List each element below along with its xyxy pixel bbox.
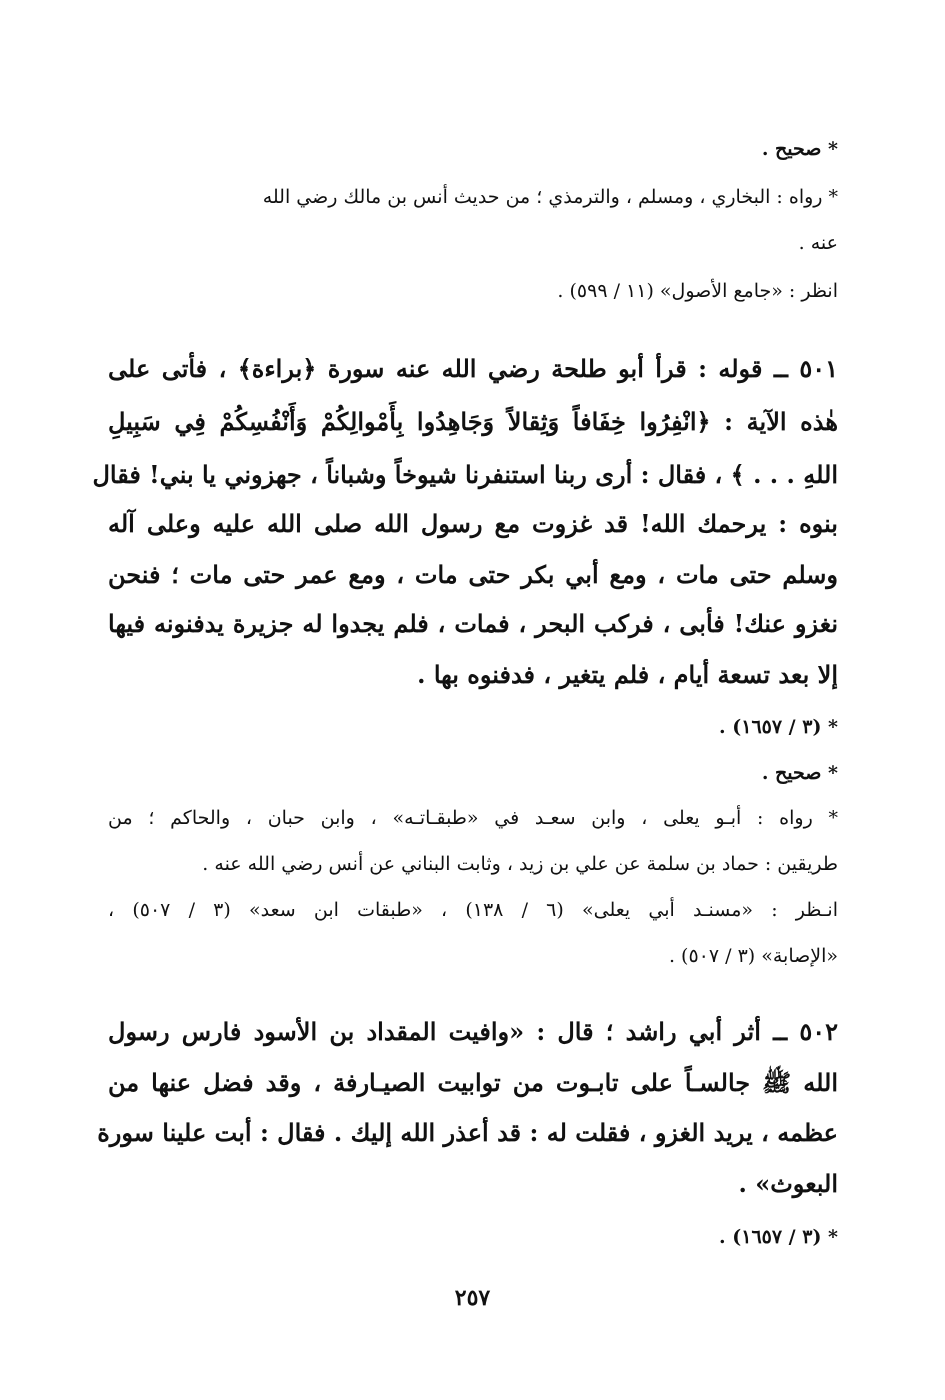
- entry-501-grade: * صحيح .: [761, 762, 838, 784]
- entry-502-line-4: البعوث» .: [738, 1169, 838, 1198]
- entry-501-line-6: نغزو عنك! فأبى ، فركب البحر ، فمات ، فلم يجدوا له جزيرة يدفنونه فيها: [108, 609, 838, 638]
- grade-line-top: * صحيح .: [761, 138, 838, 160]
- page-number: ٢٥٧: [454, 1285, 491, 1311]
- entry-502-line-2: الله ﷺ جالسـاً على تابـوت من توابيت الصيـارفة ، وقد فضل عنها من: [108, 1068, 838, 1097]
- entry-501-line-3: اللهِ . . . ﴾ ، فقال : أرى ربنا استنفرنا شيوخاً وشباناً ، جهزوني يا بني! فقال: [92, 460, 838, 489]
- entry-501-line-4: بنوه : يرحمك الله! قد غزوت مع رسول الله صلى الله عليه وعلى آله: [108, 509, 838, 538]
- entry-501-source-2: طريقين : حماد بن سلمة عن علي بن زيد ، وثابت البناني عن أنس رضي الله عنه .: [202, 853, 838, 875]
- entry-502-line-3: عظمه ، يريد الغزو ، فقلت له : قد أعذر الله إليك . فقال : أبت علينا سورة: [97, 1118, 838, 1147]
- entry-501-line-2: هٰذه الآية : ﴿انْفِرُوا خِفَافاً وَثِقالاً وَجَاهِدُوا بِأَمْوالِكُمْ وَأَنْفُسِكُمْ فِي سَبِيلِ: [108, 407, 838, 436]
- book-page: [92, 0, 838, 1400]
- entry-501-line-1: ٥٠١ ــ قوله : قرأ أبو طلحة رضي الله عنه سورة ﴿براءة﴾ ، فأتى على: [108, 354, 838, 383]
- source-line-top-1: * رواه : البخاري ، ومسلم ، والترمذي ؛ من حديث أنس بن مالك رضي الله: [262, 186, 838, 208]
- entry-501-line-5: وسلم حتى مات ، ومع أبي بكر حتى مات ، ومع عمر حتى مات ؛ فنحن: [108, 560, 838, 589]
- source-line-top-2: عنه .: [798, 232, 838, 254]
- entry-501-ref: * (٣ / ١٦٥٧) .: [719, 716, 838, 738]
- see-line-top: انظر : «جامع الأصول» (١١ / ٥٩٩) .: [557, 280, 838, 302]
- entry-502-ref: * (٣ / ١٦٥٧) .: [719, 1226, 838, 1248]
- entry-502-line-1: ٥٠٢ ــ أثر أبي راشد ؛ قال : «وافيت المقداد بن الأسود فارس رسول: [108, 1017, 838, 1046]
- entry-501-see-1: انـظر : «مسنـد أبي يعلى» (٦ / ١٣٨) ، «طبقات ابن سعد» (٣ / ٥٠٧) ،: [108, 899, 838, 921]
- entry-501-line-7: إلا بعد تسعة أيام ، فلم يتغير ، فدفنوه بها .: [417, 660, 838, 689]
- entry-501-source-1: * رواه : أبـو يعلى ، وابن سعـد في «طبقـاتـه» ، وابن حبان ، والحاكم ؛ من: [108, 807, 838, 829]
- entry-501-see-2: «الإصابة» (٣ / ٥٠٧) .: [668, 945, 838, 967]
